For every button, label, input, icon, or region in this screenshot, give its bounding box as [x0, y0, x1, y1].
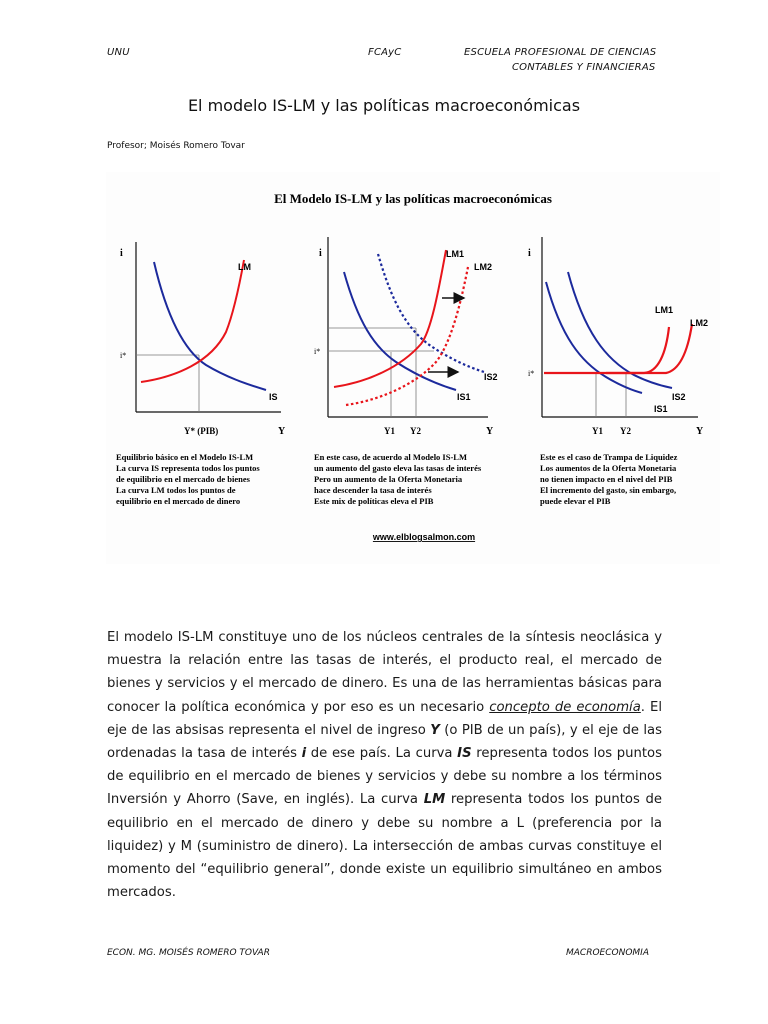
header-center: FCAyC: [368, 47, 402, 58]
p1-is-curve: [154, 262, 266, 390]
y-symbol: Y: [430, 722, 440, 738]
body-text-5: representa todos los puntos de equilibrio en el mercado de bienes y servicios y debe su nombre a los términos Inversión y Ahorro (Save, en inglés). La curva: [107, 746, 662, 808]
islm-figure-svg: [106, 172, 720, 564]
p2-is2-curve: [378, 254, 484, 372]
p2-istar-label: i*: [314, 347, 321, 356]
figure-title: El Modelo IS-LM y las políticas macroeconómicas: [274, 191, 552, 206]
footer-left: ECON. MG. MOISÉS ROMERO TOVAR: [107, 948, 270, 958]
header-right-line1: ESCUELA PROFESIONAL DE CIENCIAS: [464, 47, 657, 58]
p2-y2-label: Y2: [410, 426, 421, 436]
body-text-6: representa todos los puntos de equilibrio en el mercado de dinero y debe su nombre a L (preferencia por la liquidez) y M (suministro de dinero). La intersección de ambas curvas constituye el momento del “equilibrio general”, donde existe un equilibrio simultáneo en ambos mercados.: [107, 792, 662, 901]
islm-figure: [106, 172, 720, 564]
body-text-1: El modelo IS-LM constituye uno de los núcleos centrales de la síntesis neoclásica y muestra la relación entre las tasas de interés, el producto real, el mercado de bienes y servicios y el mercado de dinero. Es una de las herramientas básicas para conocer la política económica y por eso es un necesario: [107, 630, 662, 715]
p3-lm2-label: LM2: [690, 318, 708, 328]
p1-istar-label: i*: [120, 351, 127, 360]
i-symbol: i: [301, 746, 307, 762]
p3-y2-label: Y2: [620, 426, 631, 436]
panel-3: [528, 237, 708, 506]
p3-y1-label: Y1: [592, 426, 603, 436]
p2-y-label: i: [319, 248, 322, 259]
p2-is1-label: IS1: [457, 392, 471, 402]
p2-lm2-curve: [346, 267, 468, 405]
panel-1: [116, 242, 286, 506]
p3-istar-label: i*: [528, 369, 535, 378]
p3-x-label: Y: [696, 426, 704, 437]
professor-line: Profesor; Moisés Romero Tovar: [107, 141, 245, 151]
p3-caption: Este es el caso de Trampa de Liquidez Los aumentos de la Oferta Monetaria no tienen impacto en el nivel del PIB El incremento del gasto, sin embargo, puede elevar el PIB: [540, 452, 678, 506]
body-text-2: . El eje de las absisas representa el nivel de ingreso: [107, 699, 662, 738]
p3-y-label: i: [528, 248, 531, 259]
p2-lm1-label: LM1: [446, 249, 464, 259]
p1-caption: Equilibrio básico en el Modelo IS-LM La curva IS representa todos los puntos de equilibrio en el mercado de bienes La curva LM todos los puntos de equilibrio en el mercado de dinero: [116, 452, 260, 506]
is-term: IS: [457, 746, 472, 762]
p2-y1-label: Y1: [384, 426, 395, 436]
p3-is2-curve: [568, 272, 672, 388]
lm-term: LM: [423, 792, 446, 808]
p1-lm-label: LM: [238, 262, 251, 272]
page-title: El modelo IS-LM y las políticas macroeconómicas: [187, 96, 581, 115]
p2-x-label: Y: [486, 426, 494, 437]
p1-x-label: Y: [278, 426, 286, 437]
panel-2: [314, 237, 498, 506]
figure-source: www.elblogsalmon.com: [372, 532, 476, 542]
p3-is2-label: IS2: [672, 392, 686, 402]
p3-lm1-label: LM1: [655, 305, 673, 315]
p2-lm2-label: LM2: [474, 262, 492, 272]
body-text-3: (o PIB de un país), y el eje de las ordenadas la tasa de interés: [107, 722, 662, 762]
p3-lm1-curve: [544, 327, 669, 373]
header-left: UNU: [107, 47, 130, 58]
p1-ystar-label: Y* (PIB): [184, 426, 219, 436]
p3-is1-label: IS1: [654, 404, 668, 414]
p1-y-label: i: [120, 248, 123, 259]
concepto-link[interactable]: concepto de economía: [489, 699, 641, 715]
p1-is-label: IS: [269, 392, 278, 402]
p1-lm-curve: [141, 260, 244, 382]
p2-lm1-curve: [334, 250, 446, 387]
footer-right: MACROECONOMIA: [566, 948, 649, 958]
header-right-line2: CONTABLES Y FINANCIERAS: [512, 62, 656, 73]
body-paragraph: [107, 626, 662, 904]
p2-is2-label: IS2: [484, 372, 498, 382]
body-text-4: de ese país. La curva: [306, 746, 458, 762]
p2-caption: En este caso, de acuerdo al Modelo IS-LM un aumento del gasto eleva las tasas de interés Pero un aumento de la Oferta Monetaria hace descender la tasa de interés Este mix de políticas eleva el PIB: [314, 452, 482, 506]
